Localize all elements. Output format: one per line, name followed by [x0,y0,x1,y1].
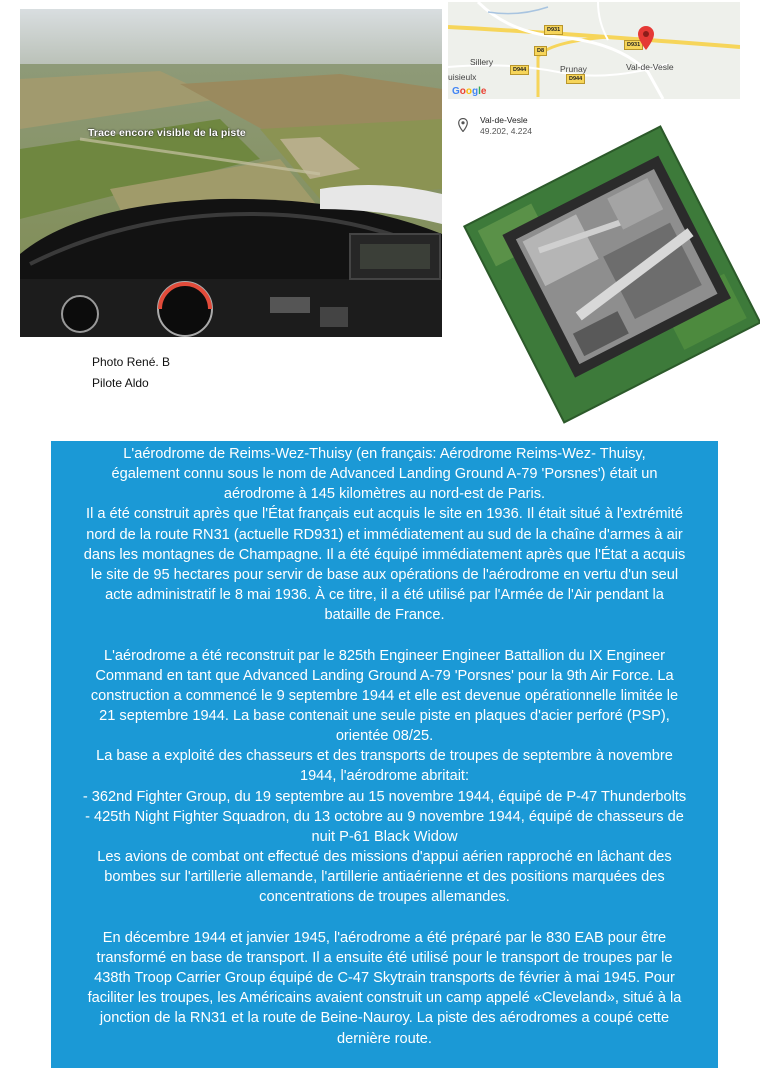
article-line: bombes sur l'artillerie allemande, l'artillerie antiaérienne et des positions marquées des [104,869,665,886]
article-line: transformé en base de transport. Il a ensuite été utilisé pour le transport de troupes par le [96,949,673,966]
road-badge: D931 [544,25,563,35]
article-line: nord de la route RN31 (actuelle RD931) et immédiatement au sud de la chaîne d'armes à air [86,526,683,543]
road-badge: D8 [534,46,547,56]
pilot-credit: Pilote Aldo [92,376,149,390]
place-coordinates: 49.202, 4.224 [480,126,532,136]
road-badge: D944 [510,65,529,75]
article-line: L'aérodrome de Reims-Wez-Thuisy (en français: Aérodrome Reims-Wez- Thuisy, [123,446,646,462]
aerial-photo [460,105,760,435]
place-name: Val-de-Vesle [480,115,528,125]
article-line: Command en tant que Advanced Landing Ground A-79 'Porsnes' pour la 9th Air Force. La [95,667,674,684]
article-line: construction a commencé le 9 septembre 1944 et elle est devenue opérationnelle limitée le [90,687,679,704]
map-roads [448,2,740,99]
aerial-photo-image [460,105,760,435]
article-line: L'aérodrome a été reconstruit par le 825th Engineer Engineer Battallion du IX Engineer [104,647,665,664]
article-line: bataille de France. [324,607,445,624]
map-pin-icon[interactable] [638,26,654,50]
article-text-block [51,441,718,1068]
cockpit-photo [20,9,442,337]
article-line: également connu sous le nom de Advanced Landing Ground A-79 'Porsnes') était un [111,466,658,483]
article-line: La base a exploité des chasseurs et des transports de troupes de septembre à novembre [96,748,673,765]
article-line: Il a été construit après que l'État français eut acquis le site en 1936. Il était situé à l'extrémité [86,506,683,523]
map-label-sillery: Sillery [470,57,494,67]
article-line: Les avions de combat ont effectué des missions d'appui aérien rapproché en lâchant des [97,849,672,866]
article-line: - 362nd Fighter Group, du 19 septembre au 15 novembre 1944, équipé de P-47 Thunderbolts [82,788,687,805]
google-logo: Google [452,86,487,97]
map-label-prunay: Prunay [560,64,587,74]
article-line: - 425th Night Fighter Squadron, du 13 octobre au 9 novembre 1944, équipé de chasseurs de [85,808,684,825]
map-label-puisieulx: uisieulx [448,72,477,82]
article-line: aérodrome à 145 kilomètres au nord-est de Paris. [223,486,546,503]
article-line: le site de 95 hectares pour servir de base aux opérations de l'aérodrome en vertu d'un seul [90,566,679,583]
article-line: nuit P-61 Black Widow [311,828,458,845]
article-line: concentrations de troupes allemandes. [259,889,510,906]
article-line: acte administratif le 8 mai 1936. À ce titre, il a été utilisé par l'Armée de l'Air pendant la [105,587,664,604]
road-badge: D931 [624,40,643,50]
article-line: En décembre 1944 et janvier 1945, l'aérodrome a été préparé par le 830 EAB pour être [102,929,667,946]
article-line: orientée 08/25. [335,728,434,745]
paragraph-spacer [53,908,716,928]
article-line: jonction de la RN31 et la route de Beine-Nauroy. La piste des aérodromes a coupé cette [99,1010,670,1027]
map-label-val-de-vesle: Val-de-Vesle [626,62,674,72]
article-line: dans les montagnes de Champagne. Il a été équipé immédiatement après que l'État a acquis [83,546,686,563]
map-thumbnail[interactable] [448,2,740,99]
article-line: 21 septembre 1944. La base contenait une seule piste en plaques d'acier perforé (PSP), [99,708,670,725]
photo-credit: Photo René. B [92,355,171,369]
paragraph-spacer [53,625,716,645]
article-line: 438th Troop Carrier Group équipé de C-47 Skytrain transports de février à mai 1945. Pour [94,970,675,987]
road-badge: D944 [566,74,585,84]
article-line: dernière route. [337,1030,432,1047]
photo-caption: Trace encore visible de la piste [88,127,246,139]
article-line: 1944, l'aérodrome abritait: [299,768,470,785]
cockpit-photo-image [20,9,442,337]
article-line: faciliter les troupes, les Américains avaient construit un camp appelé «Cleveland», situé à la [87,990,682,1007]
